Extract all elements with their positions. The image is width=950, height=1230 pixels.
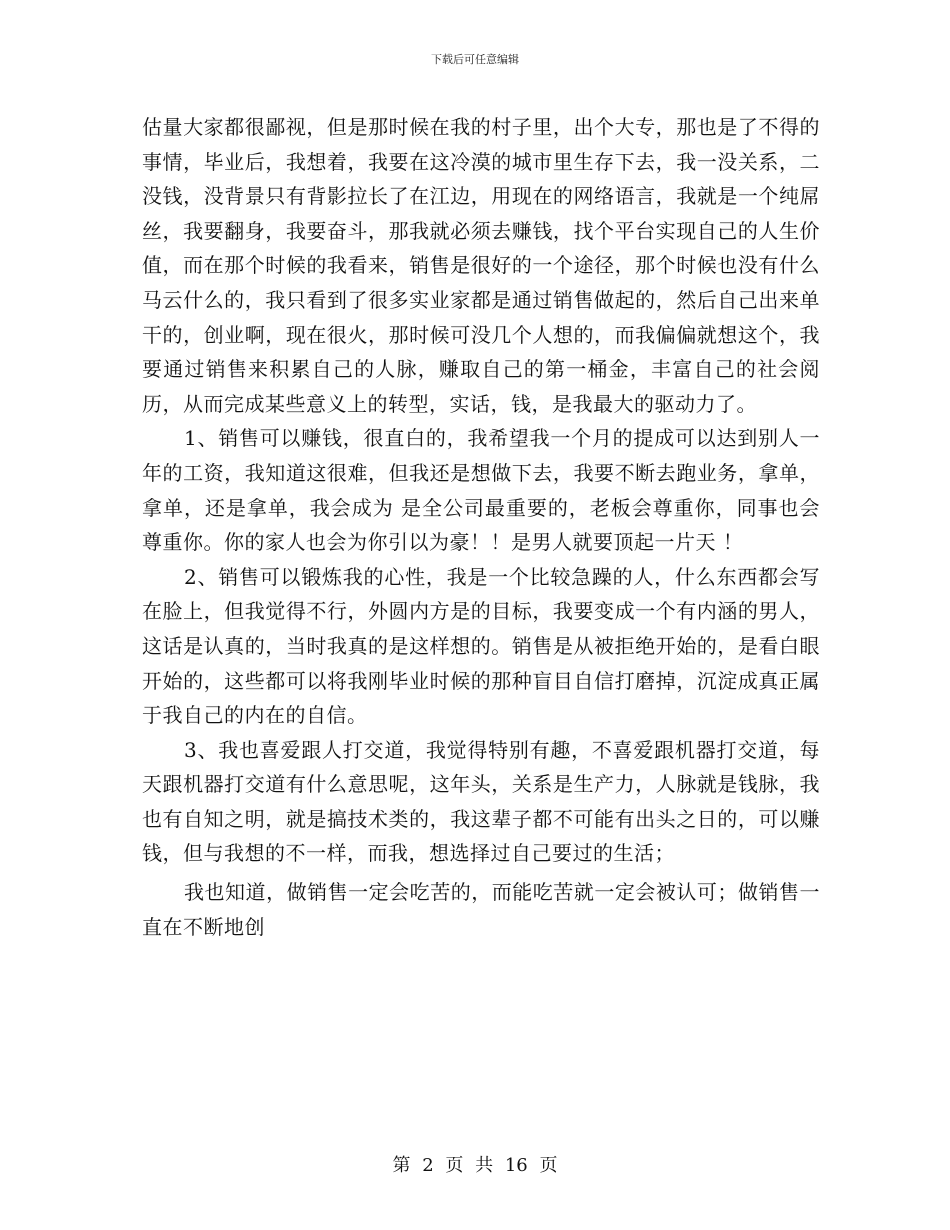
paragraph-2: 1、销售可以赚钱，很直白的，我希望我一个月的提成可以达到别人一年的工资，我知道这很难，但我还是想做下去，我要不断去跑业务，拿单，拿单，还是拿单，我会成为 是全公司最重要的，老板会尊重你，同事也会尊重你。你的家人也会为你引以为豪！！是男人就要顶起一片天 ！	[142, 426, 820, 555]
page-header: 下载后可任意编辑	[431, 53, 519, 66]
paragraph-1: 估量大家都很鄙视，但是那时候在我的村子里，出个大专，那也是了不得的事情，毕业后，我想着，我要在这冷漠的城市里生存下去，我一没关系，二没钱，没背景只有背影拉长了在江边，用现在的网络语言，我就是一个纯屌丝，我要翻身，我要奋斗，那我就必须去赚钱，找个平台实现自己的人生价值，而在那个时候的我看来，销售是很好的一个途径，那个时候也没有什么马云什么的，我只看到了很多实业家都是通过销售做起的，然后自己出来单干的，创业啊，现在很火，那时候可没几个人想的，而我偏偏就想这个，我要通过销售来积累自己的人脉，赚取自己的第一桶金，丰富自己的社会阅历，从而完成某些意义上的转型，实话，钱，是我最大的驱动力了。	[142, 115, 820, 416]
document-body	[142, 110, 820, 944]
paragraph-3: 2、销售可以锻炼我的心性，我是一个比较急躁的人，什么东西都会写在脸上，但我觉得不行，外圆内方是的目标，我要变成一个有内涵的男人，这话是认真的，当时我真的是这样想的。销售是从被拒绝开始的，是看白眼开始的，这些都可以将我刚毕业时候的那种盲目自信打磨掉，沉淀成真正属于我自己的内在的自信。	[142, 564, 820, 728]
paragraph-5: 我也知道，做销售一定会吃苦的，而能吃苦就一定会被认可；做销售一直在不断地创	[142, 880, 820, 939]
page-number: 第 2 页 共 16 页	[392, 1155, 558, 1176]
paragraph-4: 3、我也喜爱跟人打交道，我觉得特别有趣，不喜爱跟机器打交道，每天跟机器打交道有什么意思呢，这年头，关系是生产力，人脉就是钱脉，我也有自知之明，就是搞技术类的，我这辈子都不可能有出头之日的，可以赚钱，但与我想的不一样，而我，想选择过自己要过的生活；	[142, 737, 820, 866]
